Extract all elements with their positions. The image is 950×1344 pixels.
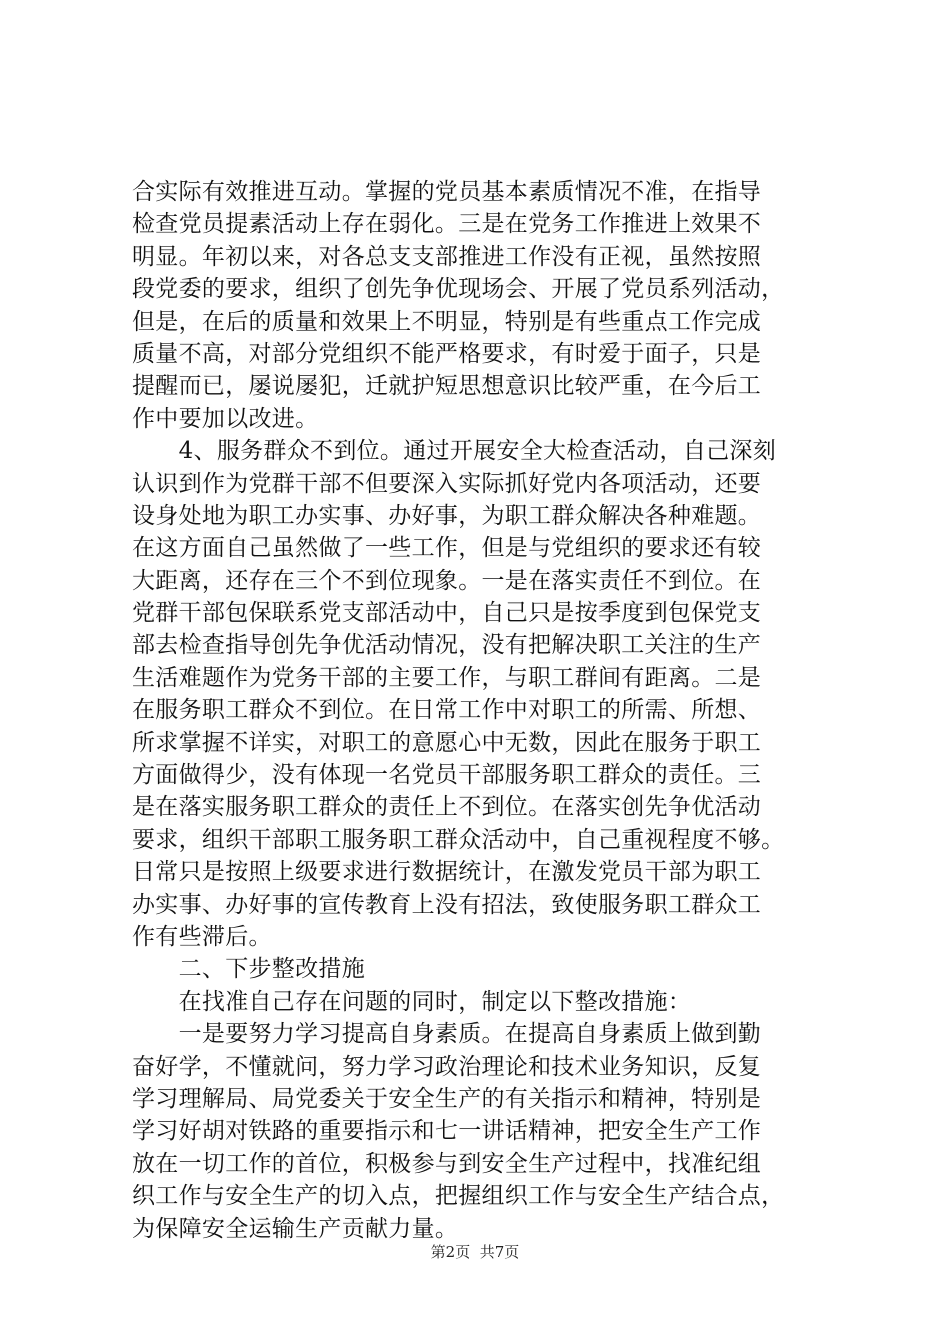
document-body xyxy=(132,176,832,1245)
text-line: 为保障安全运输生产贡献力量。 xyxy=(132,1215,459,1242)
text-line: 在服务职工群众不到位。在日常工作中对职工的所需、所想、 xyxy=(132,697,762,724)
text-line: 大距离，还存在三个不到位现象。一是在落实责任不到位。在 xyxy=(132,567,762,594)
text-line: 织工作与安全生产的切入点，把握组织工作与安全生产结合点， xyxy=(132,1183,785,1210)
text-line: 学习好胡对铁路的重要指示和七一讲话精神，把安全生产工作 xyxy=(132,1118,762,1145)
text-line: 日常只是按照上级要求进行数据统计，在激发党员干部为职工 xyxy=(132,859,762,886)
text-line: 提醒而已，屡说屡犯，迁就护短思想意识比较严重，在今后工 xyxy=(132,373,762,400)
text-line: 办实事、办好事的宣传教育上没有招法，致使服务职工群众工 xyxy=(132,891,762,918)
text-line: 要求，组织干部职工服务职工群众活动中，自己重视程度不够。 xyxy=(132,826,785,853)
text-line: 放在一切工作的首位，积极参与到安全生产过程中，找准纪组 xyxy=(132,1150,762,1177)
text-line: 在找准自己存在问题的同时，制定以下整改措施： xyxy=(132,988,692,1015)
text-line: 明显。年初以来，对各总支支部推进工作没有正视，虽然按照 xyxy=(132,243,762,270)
page-footer xyxy=(0,1242,950,1262)
text-line: 一是要努力学习提高自身素质。在提高自身素质上做到勤 xyxy=(132,1021,762,1048)
text-line: 作中要加以改进。 xyxy=(132,405,319,432)
text-line: 学习理解局、局党委关于安全生产的有关指示和精神，特别是 xyxy=(132,1085,762,1112)
text-line: 奋好学，不懂就问，努力学习政治理论和技术业务知识，反复 xyxy=(132,1053,762,1080)
text-line: 检查党员提素活动上存在弱化。三是在党务工作推进上效果不 xyxy=(132,211,762,238)
text-line: 生活难题作为党务干部的主要工作，与职工群间有距离。二是 xyxy=(132,664,762,691)
text-line: 质量不高，对部分党组织不能严格要求，有时爱于面子，只是 xyxy=(132,340,762,367)
text-line: 是在落实服务职工群众的责任上不到位。在落实创先争优活动 xyxy=(132,794,762,821)
page-number: 第2页 xyxy=(430,1243,471,1261)
text-line: 4、服务群众不到位。通过开展安全大检查活动，自己深刻 xyxy=(132,438,777,465)
text-line: 合实际有效推进互动。掌握的党员基本素质情况不准，在指导 xyxy=(132,179,762,205)
text-line: 所求掌握不详实，对职工的意愿心中无数，因此在服务于职工 xyxy=(132,729,762,756)
footer-separator xyxy=(470,1243,480,1261)
text-line: 设身处地为职工办实事、办好事，为职工群众解决各种难题。 xyxy=(132,502,762,529)
text-line: 认识到作为党群干部不但要深入实际抓好党内各项活动，还要 xyxy=(132,470,762,497)
text-line: 段党委的要求，组织了创先争优现场会、开展了党员系列活动， xyxy=(132,276,785,303)
page-total: 共7页 xyxy=(479,1243,520,1261)
text-line: 部去检查指导创先争优活动情况，没有把解决职工关注的生产 xyxy=(132,632,762,659)
text-line: 党群干部包保联系党支部活动中，自己只是按季度到包保党支 xyxy=(132,600,762,627)
text-line: 方面做得少，没有体现一名党员干部服务职工群众的责任。三 xyxy=(132,762,762,789)
text-line: 但是，在后的质量和效果上不明显，特别是有些重点工作完成 xyxy=(132,308,762,335)
text-line: 在这方面自己虽然做了一些工作，但是与党组织的要求还有较 xyxy=(132,535,762,562)
text-line: 作有些滞后。 xyxy=(132,923,272,950)
text-line: 二、下步整改措施 xyxy=(132,956,365,983)
